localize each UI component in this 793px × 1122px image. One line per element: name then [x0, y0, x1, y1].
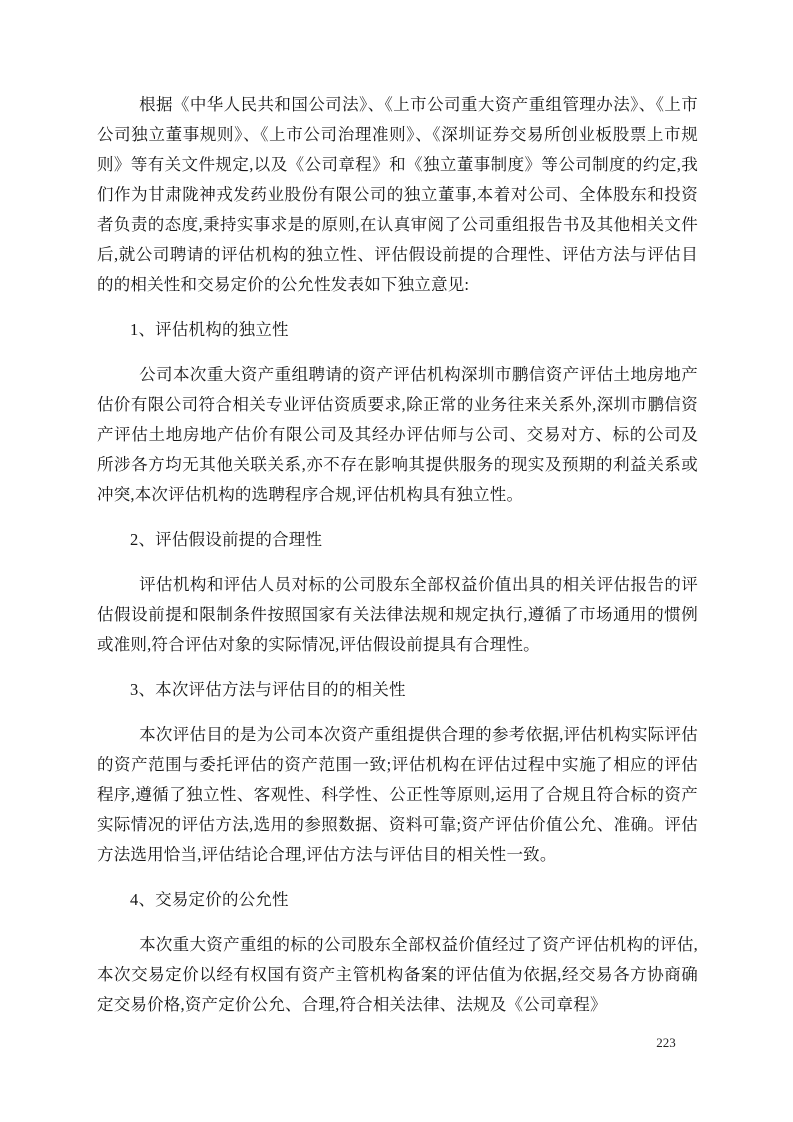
page-number: 223	[656, 1035, 676, 1050]
section-heading-4-pricing-fairness: 4、交易定价的公允性	[130, 890, 289, 909]
paragraph-section-4: 本次重大资产重组的标的公司股东全部权益价值经过了资产评估机构的评估,本次交易定价以经有权国有资产主管机构备案的评估值为依据,经交易各方协商确定交易价格,资产定价公允、合理,符合相关法律、法规及《公司章程》	[97, 935, 698, 1014]
paragraph-section-2: 评估机构和评估人员对标的公司股东全部权益价值出具的相关评估报告的评估假设前提和限制条件按照国家有关法律法规和规定执行,遵循了市场通用的惯例或准则,符合评估对象的实际情况,评估假设前提具有合理性。	[97, 575, 698, 654]
paragraph-intro: 根据《中华人民共和国公司法》、《上市公司重大资产重组管理办法》、《上市公司独立董事规则》、《上市公司治理准则》、《深圳证券交易所创业板股票上市规则》等有关文件规定,以及《公司章程》和《独立董事制度》等公司制度的约定,我们作为甘肃陇神戎发药业股份有限公司的独立董事,本着对公司、全体股东和投资者负责的态度,秉持实事求是的原则,在认真审阅了公司重组报告书及其他相关文件后,就公司聘请的评估机构的独立性、评估假设前提的合理性、评估方法与评估目的的相关性和交易定价的公允性发表如下独立意见:	[97, 95, 698, 294]
paragraph-section-1: 公司本次重大资产重组聘请的资产评估机构深圳市鹏信资产评估土地房地产估价有限公司符合相关专业评估资质要求,除正常的业务往来关系外,深圳市鹏信资产评估土地房地产估价有限公司及其经办评估师与公司、交易对方、标的公司及所涉各方均无其他关联关系,亦不存在影响其提供服务的现实及预期的利益关系或冲突,本次评估机构的选聘程序合规,评估机构具有独立性。	[97, 365, 698, 504]
section-heading-2-assumptions: 2、评估假设前提的合理性	[130, 530, 323, 549]
section-heading-3-method-relevance: 3、本次评估方法与评估目的的相关性	[130, 680, 406, 699]
section-heading-1-independence: 1、评估机构的独立性	[130, 320, 289, 339]
document-body	[97, 90, 698, 1035]
paragraph-section-3: 本次评估目的是为公司本次资产重组提供合理的参考依据,评估机构实际评估的资产范围与委托评估的资产范围一致;评估机构在评估过程中实施了相应的评估程序,遵循了独立性、客观性、科学性、公正性等原则,运用了合规且符合标的资产实际情况的评估方法,选用的参照数据、资料可靠;资产评估价值公允、准确。评估方法选用恰当,评估结论合理,评估方法与评估目的相关性一致。	[97, 725, 698, 864]
